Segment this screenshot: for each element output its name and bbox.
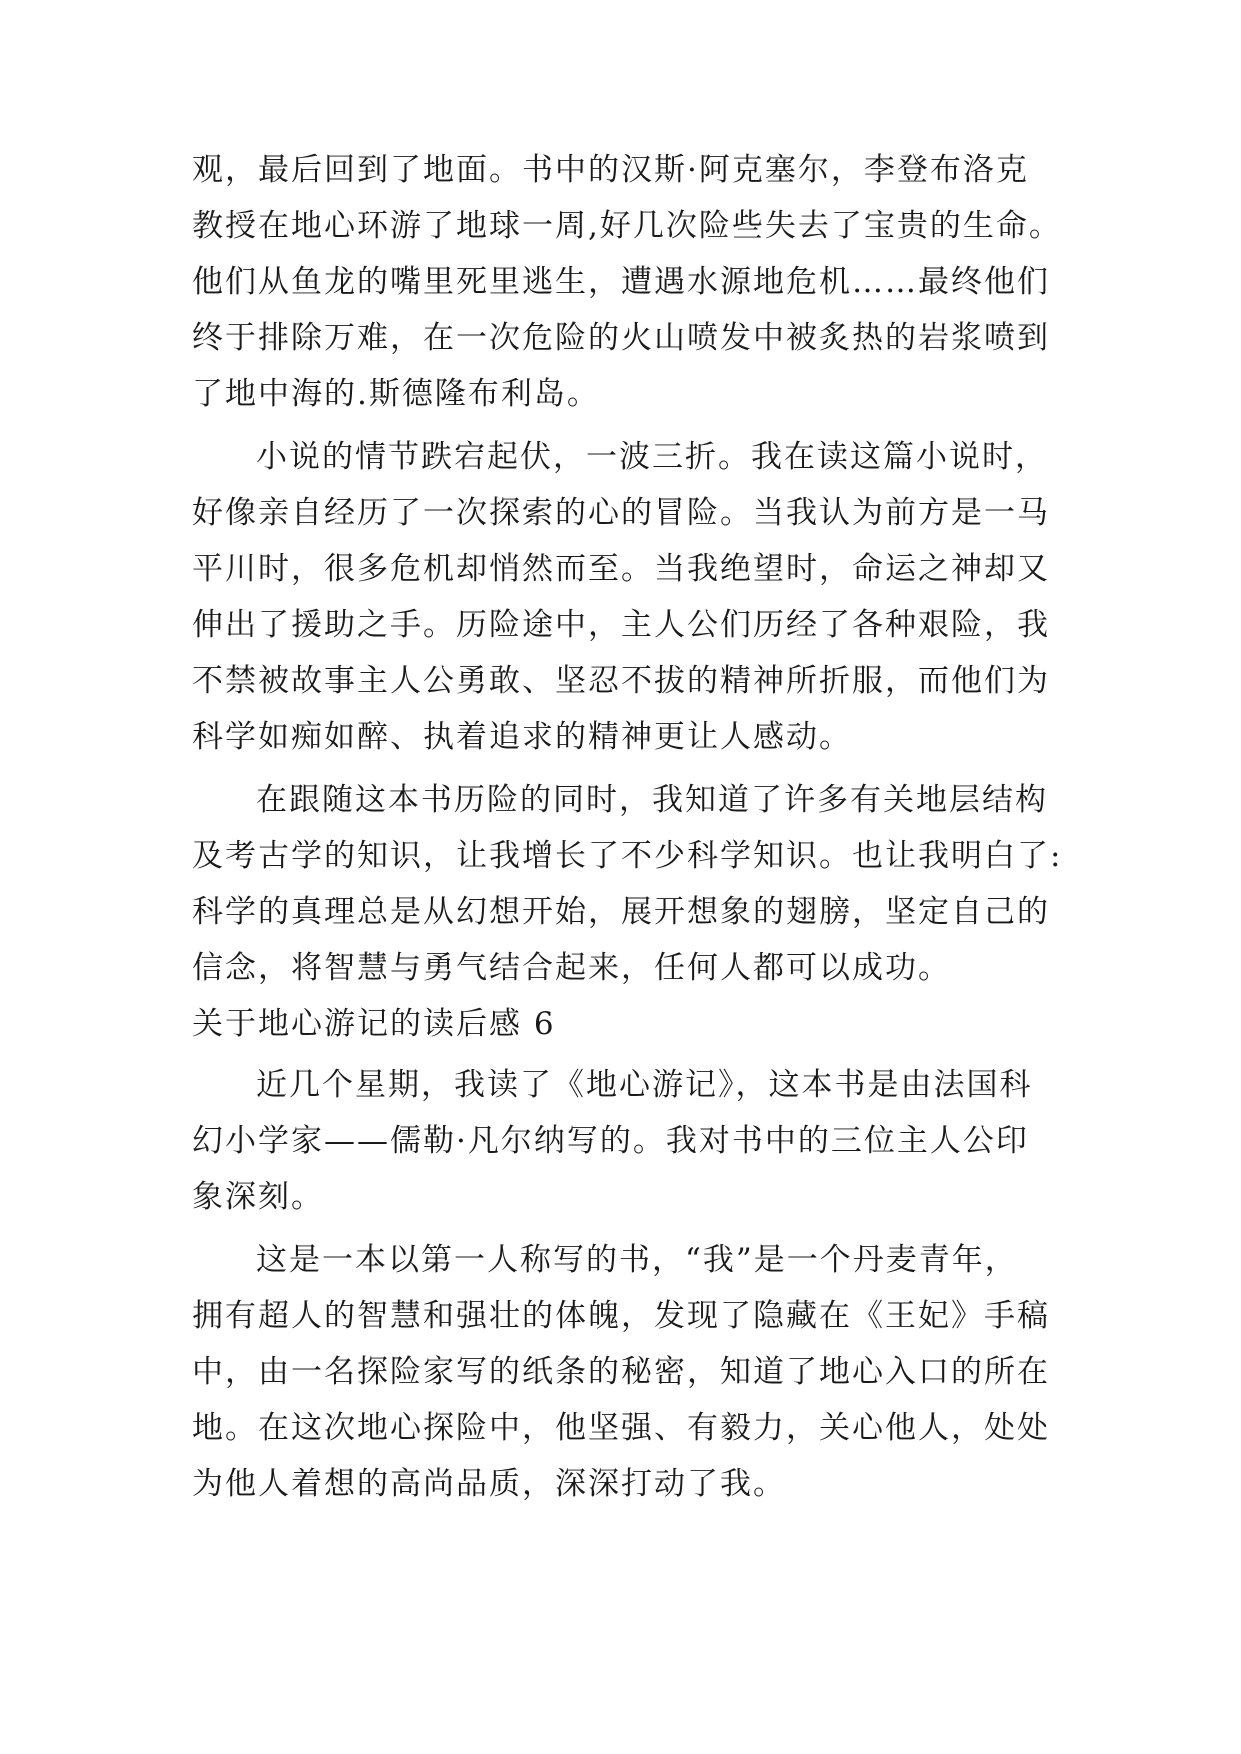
text-line: 地。在这次地心探险中，他坚强、有毅力，关心他人，处处 — [192, 1410, 1050, 1446]
text-line: 为他人着想的高尚品质，深深打动了我。 — [192, 1466, 786, 1502]
text-line: 象深刻。 — [192, 1179, 324, 1215]
text-line: 不禁被故事主人公勇敢、坚忍不拔的精神所折服，而他们为 — [192, 663, 1050, 699]
text-line: 信念，将智慧与勇气结合起来，任何人都可以成功。 — [192, 950, 951, 986]
text-line: 他们从鱼龙的嘴里死里逃生，遭遇水源地危机……最终他们 — [192, 264, 1050, 300]
text-line: 中，由一名探险家写的纸条的秘密，知道了地心入口的所在 — [192, 1354, 1050, 1390]
text-line: 观，最后回到了地面。书中的汉斯·阿克塞尔，李登布洛克 — [192, 152, 1029, 188]
paragraph-start: 在跟随这本书历险的同时，我知道了许多有关地层结构 — [256, 782, 1048, 818]
text-line: 拥有超人的智慧和强壮的体魄，发现了隐藏在《王妃》手稿 — [192, 1298, 1050, 1334]
text-line: 终于排除万难，在一次危险的火山喷发中被炙热的岩浆喷到 — [192, 320, 1050, 356]
text-line: 了地中海的.斯德隆布利岛。 — [192, 376, 600, 412]
text-line: 科学的真理总是从幻想开始，展开想象的翅膀，坚定自己的 — [192, 894, 1050, 930]
paragraph-start: 近几个星期，我读了《地心游记》，这本书是由法国科 — [256, 1067, 1033, 1103]
text-line: 好像亲自经历了一次探索的心的冒险。当我认为前方是一马 — [192, 495, 1050, 531]
text-line: 教授在地心环游了地球一周,好几次险些失去了宝贵的生命。 — [192, 208, 1062, 244]
text-line: 伸出了援助之手。历险途中，主人公们历经了各种艰险，我 — [192, 607, 1050, 643]
text-line: 科学如痴如醉、执着追求的精神更让人感动。 — [192, 719, 852, 755]
text-line: 平川时，很多危机却悄然而至。当我绝望时，命运之神却又 — [192, 551, 1050, 587]
paragraph-start: 这是一本以第一人称写的书，“我”是一个丹麦青年， — [256, 1242, 1018, 1278]
text-line: 幻小学家——儒勒·凡尔纳写的。我对书中的三位主人公印 — [192, 1123, 1029, 1159]
text-line: 及考古学的知识，让我增长了不少科学知识。也让我明白了: — [192, 838, 1063, 874]
paragraph-start: 小说的情节跌宕起伏，一波三折。我在读这篇小说时， — [256, 439, 1048, 475]
section-heading: 关于地心游记的读后感 6 — [192, 1006, 556, 1042]
